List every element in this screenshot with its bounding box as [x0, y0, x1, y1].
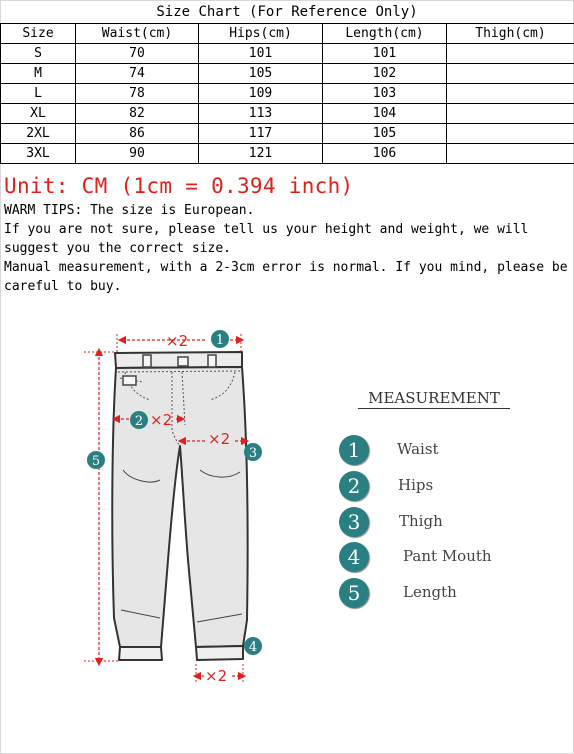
- table-row: [1, 104, 574, 124]
- cell-hips: 105: [199, 64, 323, 84]
- cell-hips: 113: [199, 104, 323, 124]
- cell-size: 3XL: [1, 144, 76, 164]
- error-tip: Manual measurement, with a 2-3cm error is normal. If you mind, please be careful to buy.: [4, 260, 568, 294]
- legend-label: Length: [403, 583, 457, 601]
- cell-length: 102: [323, 64, 447, 84]
- table-row: [1, 64, 574, 84]
- legend-badge: 4: [339, 542, 369, 572]
- mouth-multiplier: ×2: [205, 667, 228, 685]
- pants-measurement-diagram: [0, 300, 300, 700]
- cell-waist: 74: [76, 64, 199, 84]
- cell-length: 105: [323, 124, 447, 144]
- thigh-multiplier: ×2: [208, 430, 231, 448]
- mouth-marker: 4: [248, 640, 258, 655]
- cell-thigh: [447, 104, 574, 124]
- tips-block: [4, 201, 570, 296]
- hips-marker: 2: [134, 414, 144, 429]
- cell-size: 2XL: [1, 124, 76, 144]
- cell-waist: 82: [76, 104, 199, 124]
- header-length: Length(cm): [323, 24, 447, 44]
- legend-badge: 2: [339, 471, 369, 501]
- cell-waist: 86: [76, 124, 199, 144]
- table-row: [1, 44, 574, 64]
- table-row: [1, 84, 574, 104]
- legend-label: Waist: [397, 440, 439, 458]
- legend-label: Hips: [398, 476, 434, 494]
- header-size: Size: [1, 24, 76, 44]
- legend-badge: 5: [339, 578, 369, 608]
- cell-size: XL: [1, 104, 76, 124]
- table-row: [1, 124, 574, 144]
- cell-hips: 109: [199, 84, 323, 104]
- cell-thigh: [447, 84, 574, 104]
- cell-hips: 117: [199, 124, 323, 144]
- warm-tip: WARM TIPS: The size is European.: [4, 203, 255, 218]
- thigh-marker: 3: [248, 446, 258, 461]
- cell-thigh: [447, 64, 574, 84]
- pants-illustration: [112, 352, 247, 660]
- cell-length: 101: [323, 44, 447, 64]
- legend-badge: 3: [339, 507, 369, 537]
- cell-size: M: [1, 64, 76, 84]
- cell-thigh: [447, 44, 574, 64]
- header-hips: Hips(cm): [199, 24, 323, 44]
- cell-length: 103: [323, 84, 447, 104]
- legend-title: MEASUREMENT: [358, 389, 510, 409]
- header-waist: Waist(cm): [76, 24, 199, 44]
- table-header-row: [1, 24, 574, 44]
- cell-size: S: [1, 44, 76, 64]
- header-thigh: Thigh(cm): [447, 24, 574, 44]
- legend-label: Pant Mouth: [403, 547, 492, 565]
- unit-conversion-note: Unit: CM (1cm = 0.394 inch): [4, 174, 354, 198]
- cell-waist: 90: [76, 144, 199, 164]
- size-table: [0, 23, 574, 164]
- cell-thigh: [447, 144, 574, 164]
- hips-multiplier: ×2: [150, 411, 173, 429]
- cell-waist: 70: [76, 44, 199, 64]
- size-chart-title: Size Chart (For Reference Only): [156, 4, 418, 20]
- cell-thigh: [447, 124, 574, 144]
- length-marker: 5: [91, 454, 101, 469]
- cell-hips: 101: [199, 44, 323, 64]
- cell-length: 106: [323, 144, 447, 164]
- cell-waist: 78: [76, 84, 199, 104]
- size-advice-tip: If you are not sure, please tell us your height and weight, we will suggest you the correct size.: [4, 222, 529, 256]
- waist-marker: 1: [215, 333, 225, 348]
- waist-multiplier: ×2: [166, 332, 189, 350]
- cell-length: 104: [323, 104, 447, 124]
- legend-badge: 1: [339, 435, 369, 465]
- cell-hips: 121: [199, 144, 323, 164]
- cell-size: L: [1, 84, 76, 104]
- table-row: [1, 144, 574, 164]
- legend-label: Thigh: [399, 512, 443, 530]
